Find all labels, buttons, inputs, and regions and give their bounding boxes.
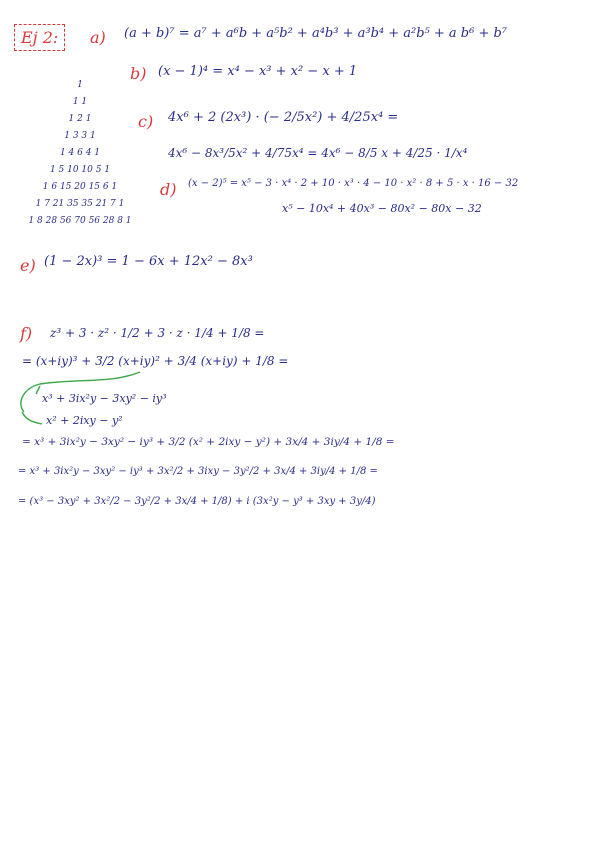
pascal-row: 1 7 21 35 35 21 7 1 xyxy=(35,199,125,209)
pascal-row: 1 8 28 56 70 56 28 8 1 xyxy=(28,216,132,226)
part-f-label: f) xyxy=(20,324,33,343)
part-a-line1: (a + b)⁷ = a⁷ + a⁶b + a⁵b² + a⁴b³ + a³b⁴ + a²b⁵ + a b⁶ + b⁷ xyxy=(124,26,508,41)
part-f-line4: = x³ + 3ix²y − 3xy² − iy³ + 3x²/2 + 3ixy − 3y²/2 + 3x/4 + 3iy/4 + 1/8 = xyxy=(18,466,378,477)
part-f-line3: = x³ + 3ix²y − 3xy² − iy³ + 3/2 (x² + 2ixy − y²) + 3x/4 + 3iy/4 + 1/8 = xyxy=(22,436,395,448)
part-f-note2: x² + 2ixy − y² xyxy=(46,414,123,427)
part-c-line1: 4x⁶ + 2 (2x³) · (− 2/5x²) + 4/25x⁴ = xyxy=(168,110,399,125)
pascal-row: 1 2 1 xyxy=(68,114,92,124)
part-f-note1: x³ + 3ix²y − 3xy² − iy³ xyxy=(42,392,167,405)
part-e-line1: (1 − 2x)³ = 1 − 6x + 12x² − 8x³ xyxy=(44,254,253,269)
pascal-triangle xyxy=(0,80,160,240)
part-e-label: e) xyxy=(20,256,36,275)
part-d-line1: (x − 2)⁵ = x⁵ − 3 · x⁴ · 2 + 10 · x³ · 4 − 10 · x² · 8 + 5 · x · 16 − 32 xyxy=(188,178,519,189)
pascal-row: 1 xyxy=(77,80,83,90)
exercise-label: Ej 2: xyxy=(14,24,65,51)
part-a-label: a) xyxy=(90,28,106,47)
part-f-line2: = (x+iy)³ + 3/2 (x+iy)² + 3/4 (x+iy) + 1/8 = xyxy=(22,354,289,368)
part-c-label: c) xyxy=(138,112,154,131)
pascal-row: 1 5 10 10 5 1 xyxy=(49,165,111,175)
part-f-line1: z³ + 3 · z² · 1/2 + 3 · z · 1/4 + 1/8 = xyxy=(50,326,265,340)
pascal-row: 1 6 15 20 15 6 1 xyxy=(42,182,118,192)
part-d-label: d) xyxy=(160,180,177,199)
part-d-line2: x⁵ − 10x⁴ + 40x³ − 80x² − 80x − 32 xyxy=(282,202,482,215)
part-b-line1: (x − 1)⁴ = x⁴ − x³ + x² − x + 1 xyxy=(158,64,358,79)
pascal-row: 1 3 3 1 xyxy=(64,131,96,141)
part-c-line2: 4x⁶ − 8x³/5x² + 4/75x⁴ = 4x⁶ − 8/5 x + 4/25 · 1/x⁴ xyxy=(168,146,468,160)
pascal-row: 1 4 6 4 1 xyxy=(59,148,101,158)
part-f-line5: = (x³ − 3xy² + 3x²/2 − 3y²/2 + 3x/4 + 1/8) + i (3x²y − y³ + 3xy + 3y/4) xyxy=(18,496,376,507)
pascal-row: 1 1 xyxy=(72,97,88,107)
part-b-label: b) xyxy=(130,64,147,83)
